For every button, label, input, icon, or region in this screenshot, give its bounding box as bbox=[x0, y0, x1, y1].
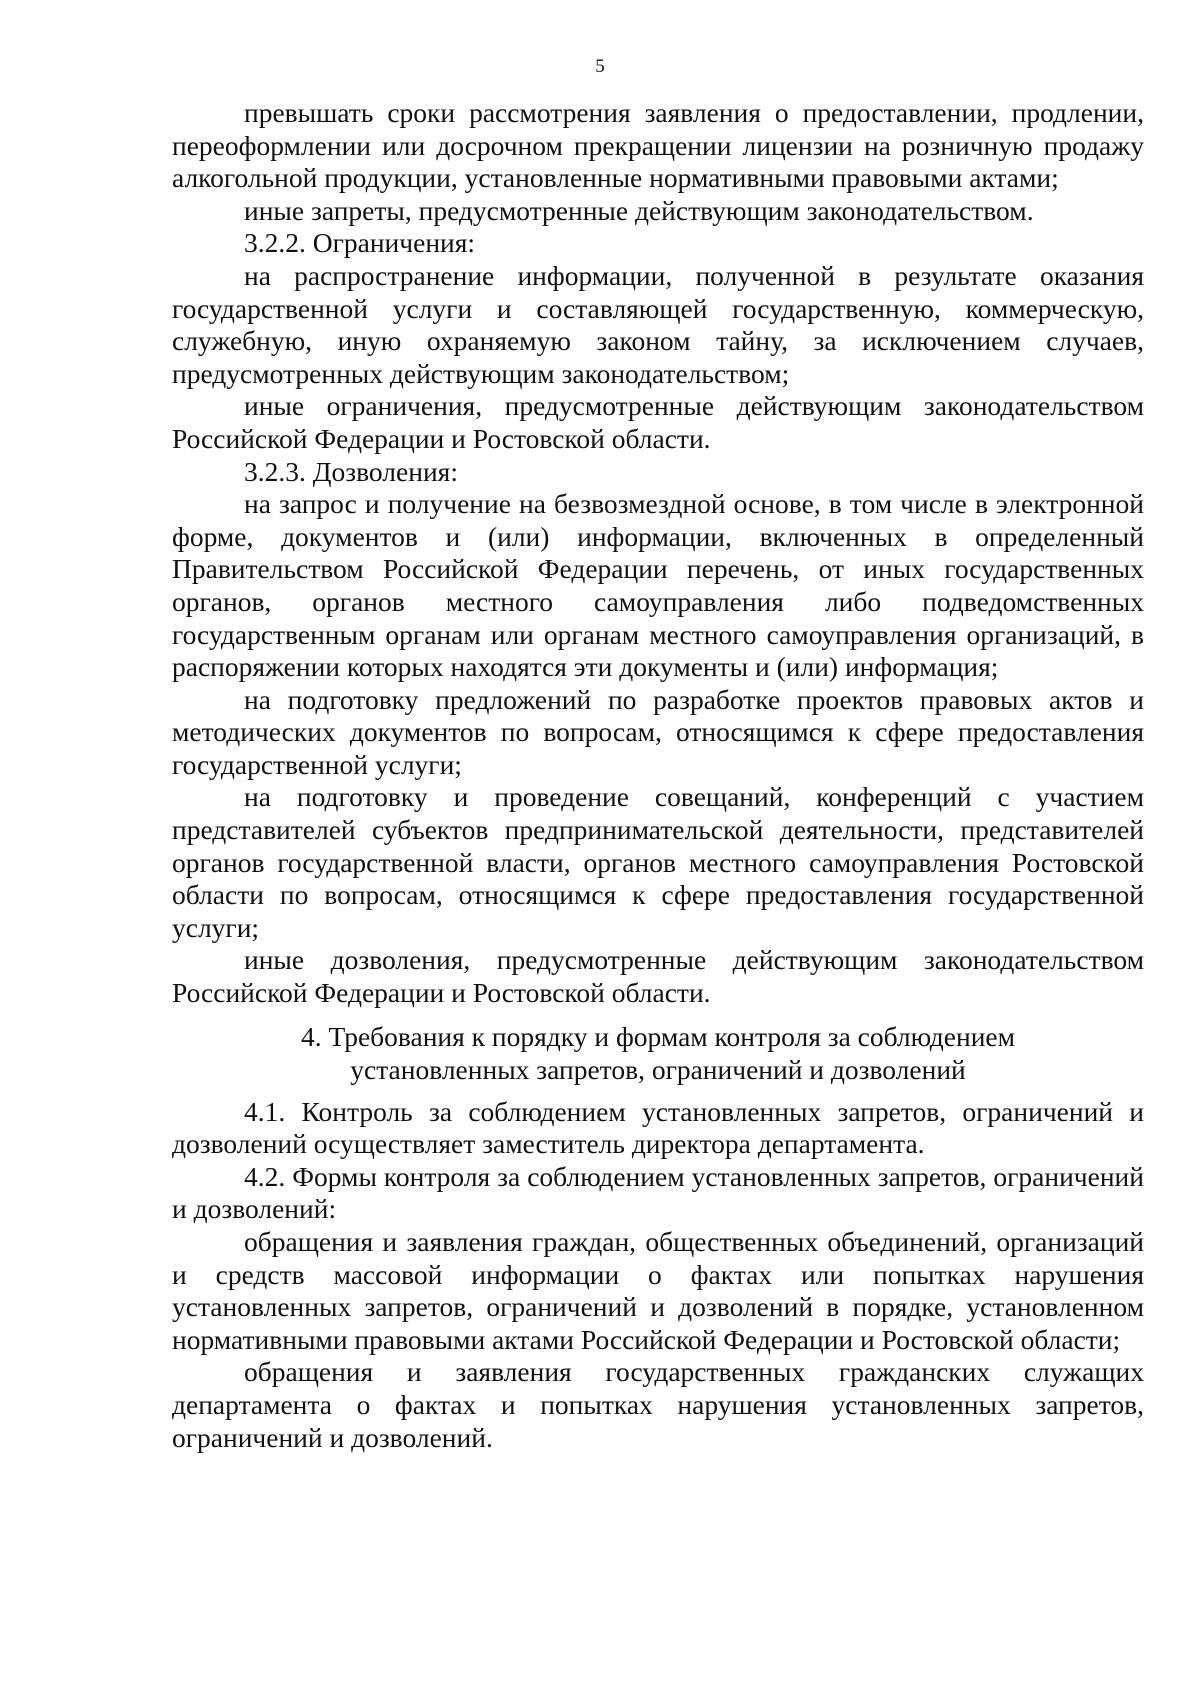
paragraph: на запрос и получение на безвозмездной основе, в том числе в электронной форме, документов и (или) информации, включенных в определенный Правительством Российской Федерации перечень, от иных государственных органов, органов местного самоуправления либо подведомственных государственным органам или органам местного самоуправления организаций, в распоряжении которых находятся эти документы и (или) информация; bbox=[172, 488, 1144, 683]
document-body bbox=[172, 97, 1144, 1454]
page-number: 5 bbox=[595, 56, 605, 77]
paragraph: иные ограничения, предусмотренные действующим законодательством Российской Федерации и Ростовской области. bbox=[172, 390, 1144, 454]
paragraph: обращения и заявления государственных гражданских служащих департамента о фактах и попытках нарушения установленных запретов, ограничений и дозволений. bbox=[172, 1356, 1144, 1453]
section-heading-line: установленных запретов, ограничений и дозволений bbox=[350, 1053, 966, 1085]
paragraph: на подготовку предложений по разработке проектов правовых актов и методических документов по вопросам, относящимся к сфере предоставления государственной услуги; bbox=[172, 683, 1144, 780]
subsection-heading-permissions: 3.2.3. Дозволения: bbox=[244, 455, 458, 487]
subsection-heading-restrictions: 3.2.2. Ограничения: bbox=[244, 227, 476, 259]
paragraph: на подготовку и проведение совещаний, конференций с участием представителей субъектов предпринимательской деятельности, представителей органов государственной власти, органов местного самоуправления Ростовской области по вопросам, относящимся к сфере предоставления государственной услуги; bbox=[172, 781, 1144, 943]
section-heading-line: 4. Требования к порядку и формам контроля за соблюдением bbox=[300, 1020, 1016, 1052]
paragraph: превышать сроки рассмотрения заявления о предоставлении, продлении, переоформлении или досрочном прекращении лицензии на розничную продажу алкогольной продукции, установленные нормативными правовыми актами; bbox=[172, 97, 1144, 194]
paragraph: обращения и заявления граждан, общественных объединений, организаций и средств массовой информации о фактах или попытках нарушения установленных запретов, ограничений и дозволений в порядке, установленном нормативными правовыми актами Российской Федерации и Ростовской области; bbox=[172, 1226, 1144, 1355]
paragraph: 4.1. Контроль за соблюдением установленных запретов, ограничений и дозволений осуществляет заместитель директора департамента. bbox=[172, 1095, 1144, 1160]
paragraph: иные дозволения, предусмотренные действующим законодательством Российской Федерации и Ростовской области. bbox=[172, 944, 1144, 1009]
paragraph: 4.2. Формы контроля за соблюдением установленных запретов, ограничений и дозволений: bbox=[172, 1160, 1144, 1225]
paragraph: иные запреты, предусмотренные действующим законодательством. bbox=[244, 194, 1034, 226]
paragraph: на распространение информации, полученной в результате оказания государственной услуги и составляющей государственную, коммерческую, служебную, иную охраняемую законом тайну, за исключением случаев, предусмотренных действующим законодательством; bbox=[172, 259, 1144, 389]
section-heading bbox=[172, 1020, 1144, 1086]
